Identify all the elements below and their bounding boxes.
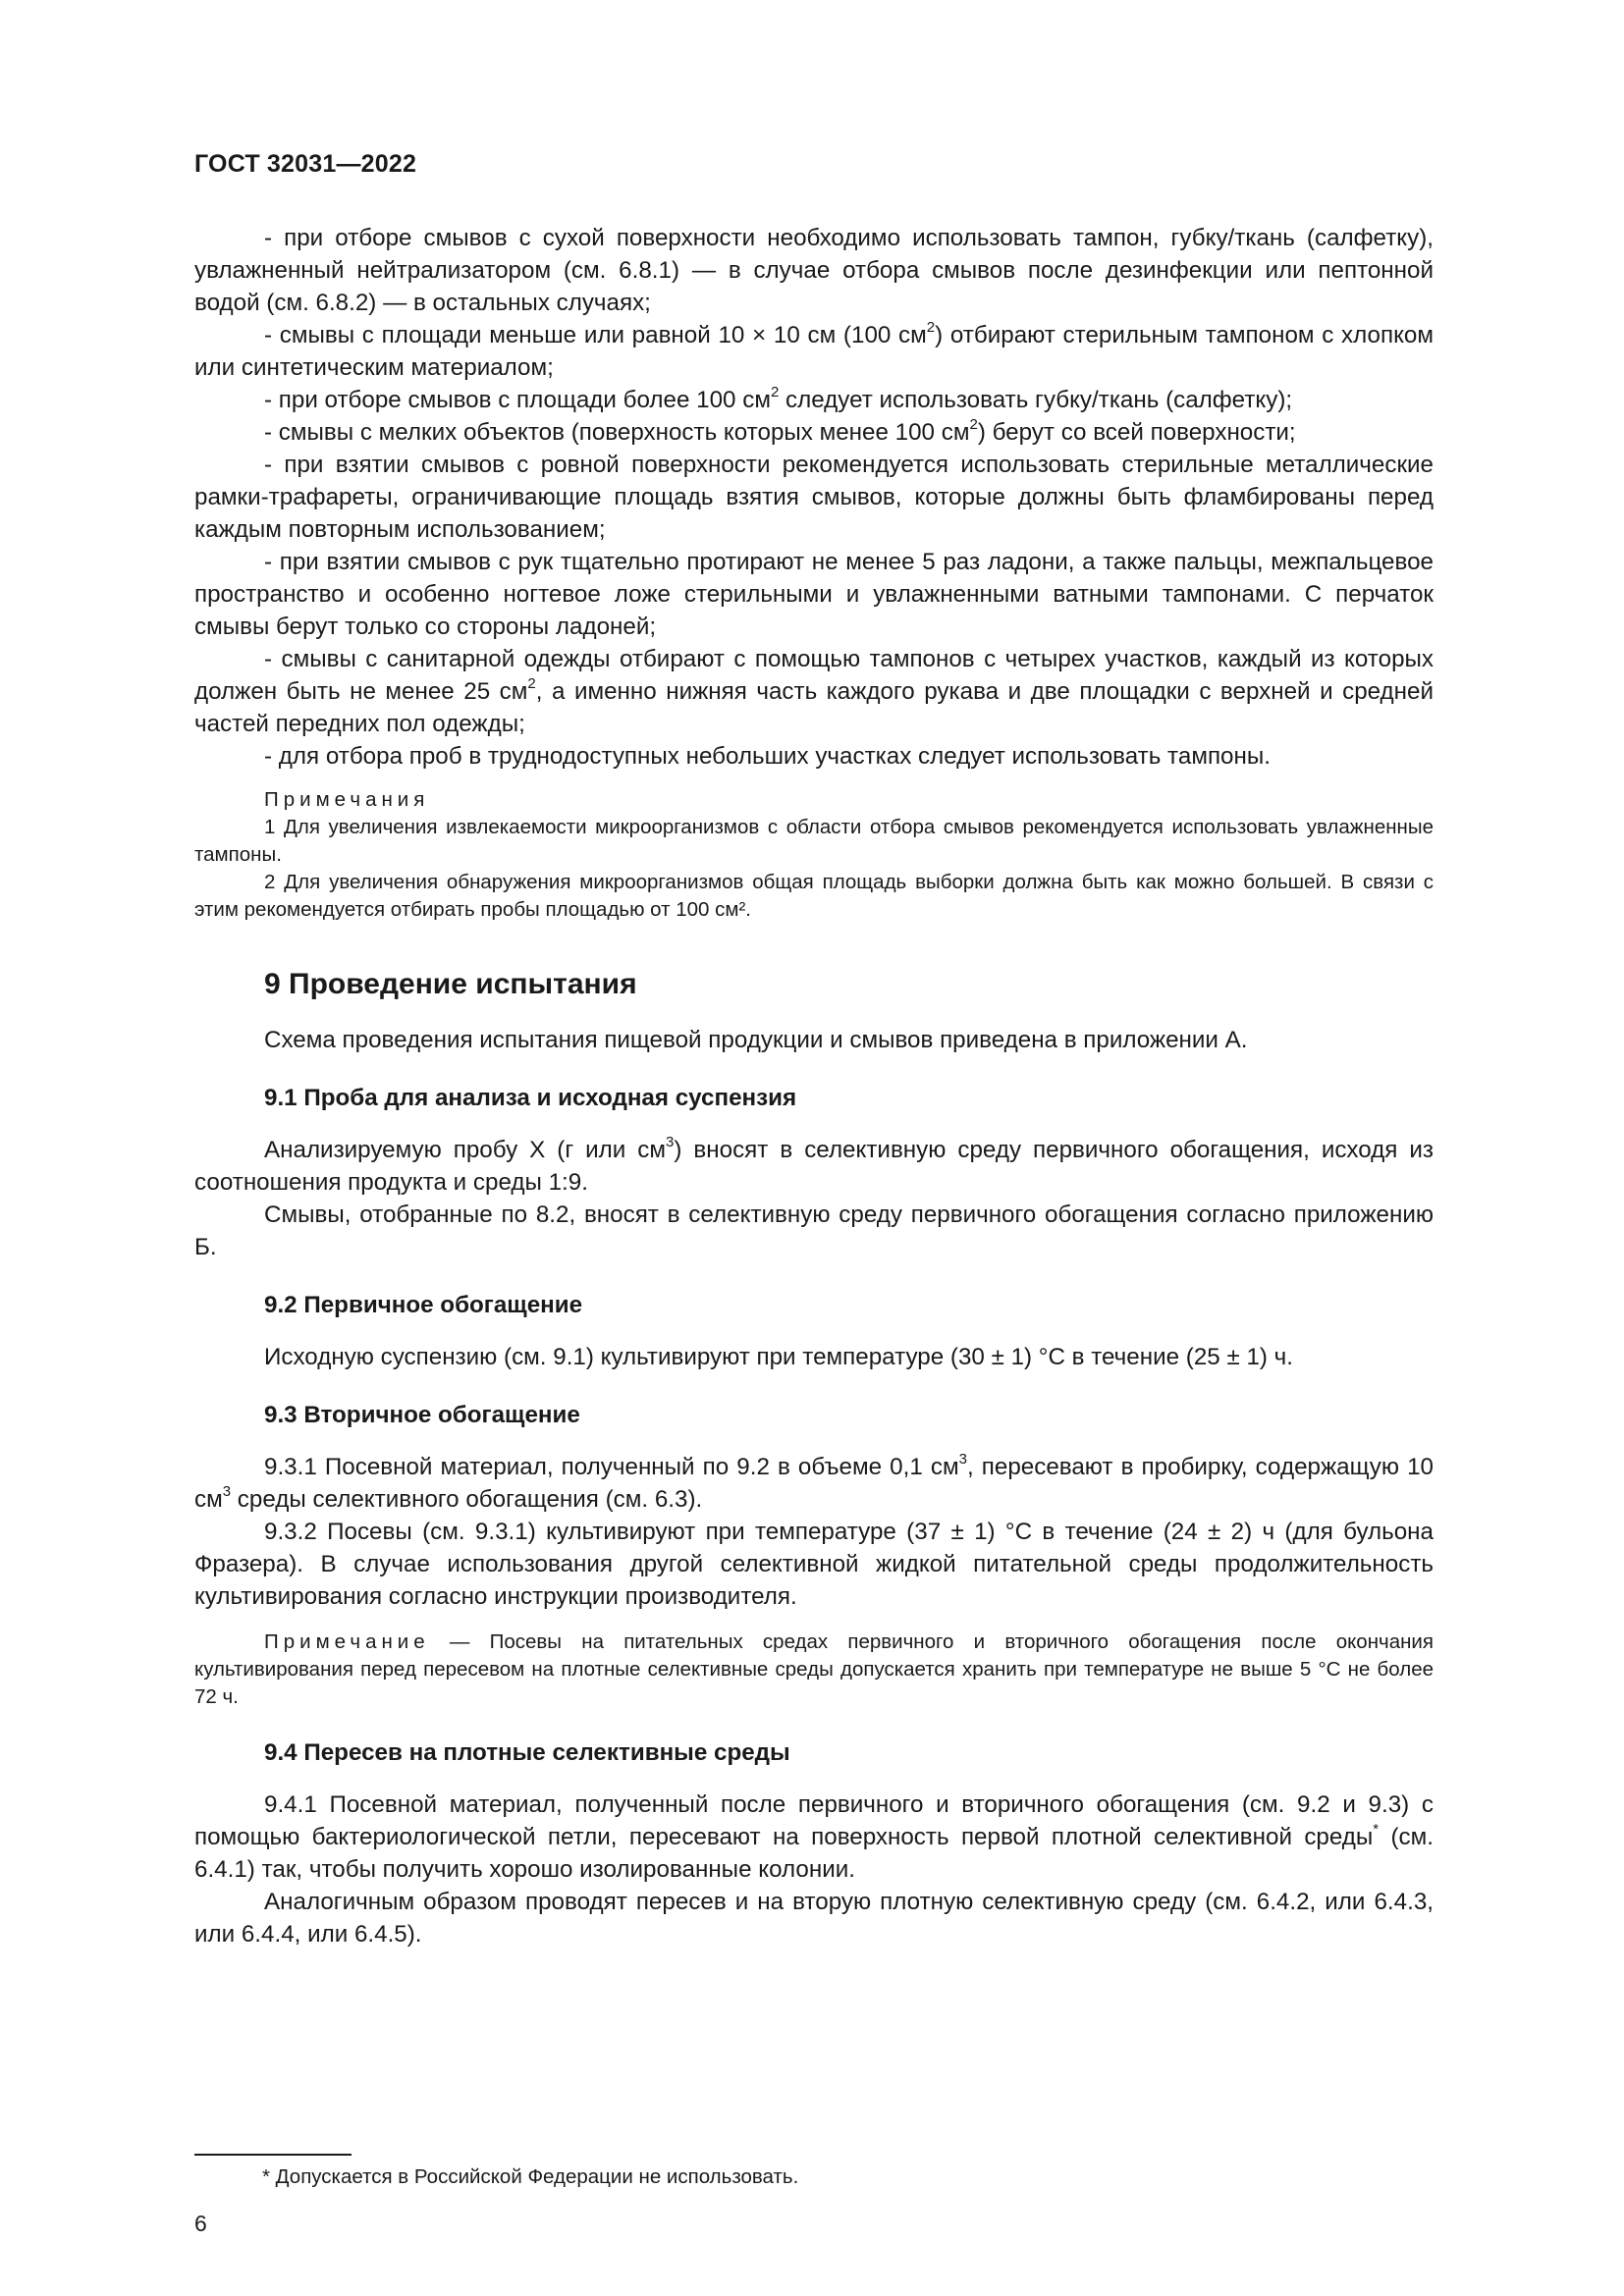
list-item: - смывы с санитарной одежды отбирают с помощью тампонов с четырех участков, каждый из которых должен быть не менее 25 $см^2$, а именно нижняя часть каждого рукава и две площадки с верхней и средней частей передних пол одежды; (194, 646, 1434, 737)
footnote-marker: * (1373, 1820, 1380, 1838)
note-item: 2 Для увеличения обнаружения микроорганизмов общая площадь выборки должна быть как можно большей. В связи с этим рекомендуется отбирать пробы площадью от 100 см². (194, 871, 1434, 921)
paragraph: 9.3.1 Посевной материал, полученный по 9.2 в объеме 0,1 $см^3$, пересевают в пробирку, содержащую 10 $см^3$ среды селективного обогащения (см. 6.3). (194, 1450, 1435, 1513)
paragraph: 9.4.1 Посевной материал, полученный после первичного и вторичного обогащения (см. 9.2 и 9.3) с помощью бактериологической петли, пересевают на поверхность первой плотной селективной среды* (см. 6.4.1) так, чтобы получить хорошо изолированные колонии. (194, 1791, 1434, 1883)
paragraph: Исходную суспензию (см. 9.1) культивируют при температуре (30 ± 1) °С в течение (25 ± 1) ч. (264, 1344, 1293, 1370)
paragraph: Аналогичным образом проводят пересев и на вторую плотную селективную среду (см. 6.4.2, или 6.4.3, или 6.4.4, или 6.4.5). (194, 1889, 1434, 1948)
subsection-heading-9-3: 9.3 Вторичное обогащение (264, 1402, 580, 1428)
subsection-heading-9-1: 9.1 Проба для анализа и исходная суспензия (264, 1085, 797, 1111)
section-heading-9: 9 Проведение испытания (264, 968, 637, 1000)
list-item: - смывы с мелких объектов (поверхность которых менее 100 $см^2$) берут со всей поверхности; (264, 415, 1296, 446)
paragraph: 9.3.2 Посевы (см. 9.3.1) культивируют при температуре (37 ± 1) °С в течение (24 ± 2) ч (для бульона Фразера). В случае использования другой селективной жидкой питательной среды продолжительность культивирования согласно инструкции производителя. (194, 1519, 1434, 1610)
page-content (194, 222, 1434, 1950)
paragraph: Смывы, отобранные по 8.2, вносят в селективную среду первичного обогащения согласно приложению Б. (194, 1201, 1434, 1260)
note-label: Примечание (264, 1630, 430, 1653)
footnote-divider (194, 2154, 352, 2156)
section-intro: Схема проведения испытания пищевой продукции и смывов приведена в приложении А. (264, 1027, 1248, 1053)
subsection-heading-9-4: 9.4 Пересев на плотные селективные среды (264, 1739, 790, 1766)
list-item: - при отборе смывов с площади более 100 $см^2$ следует использовать губку/ткань (салфетку); (264, 383, 1293, 413)
list-item: - при взятии смывов с ровной поверхности рекомендуется использовать стерильные металлические рамки-трафареты, ограничивающие площадь взятия смывов, которые должны быть фламбированы перед каждым повторным использованием; (194, 452, 1434, 543)
footnote: * Допускается в Российской Федерации не использовать. (262, 2165, 799, 2188)
paragraph: Анализируемую пробу X (г или $см^3$) вносят в селективную среду первичного обогащения, исходя из соотношения продукта и среды 1:9. (194, 1133, 1434, 1196)
list-item: - при отборе смывов с сухой поверхности необходимо использовать тампон, губку/ткань (салфетку), увлажненный нейтрализатором (см. 6.8.1) — в случае отбора смывов после дезинфекции или пептонной водой (см. 6.8.2) — в остальных случаях; (194, 225, 1434, 316)
page-number: 6 (194, 2211, 207, 2236)
subsection-heading-9-2: 9.2 Первичное обогащение (264, 1292, 583, 1318)
notes-label: Примечания (264, 788, 430, 811)
document-header: ГОСТ 32031—2022 (194, 150, 417, 178)
list-item: - смывы с площади меньше или равной 10 × 10 см (100 $см^2$) отбирают стерильным тампоном с хлопком или синтетическим материалом; (194, 318, 1434, 381)
list-item: - для отбора проб в труднодоступных небольших участках следует использовать тампоны. (264, 743, 1271, 770)
note-item: 1 Для увеличения извлекаемости микроорганизмов с области отбора смывов рекомендуется использовать увлажненные тампоны. (194, 816, 1434, 866)
note: Примечание — Посевы на питательных средах первичного и вторичного обогащения после окончания культивирования перед пересевом на плотные селективные среды допускается хранить при температуре не выше 5 °С не более 72 ч. (194, 1630, 1434, 1708)
list-item: - при взятии смывов с рук тщательно протирают не менее 5 раз ладони, а также пальцы, межпальцевое пространство и особенно ногтевое ложе стерильными и увлажненными ватными тампонами. С перчаток смывы берут только со стороны ладоней; (194, 549, 1434, 640)
